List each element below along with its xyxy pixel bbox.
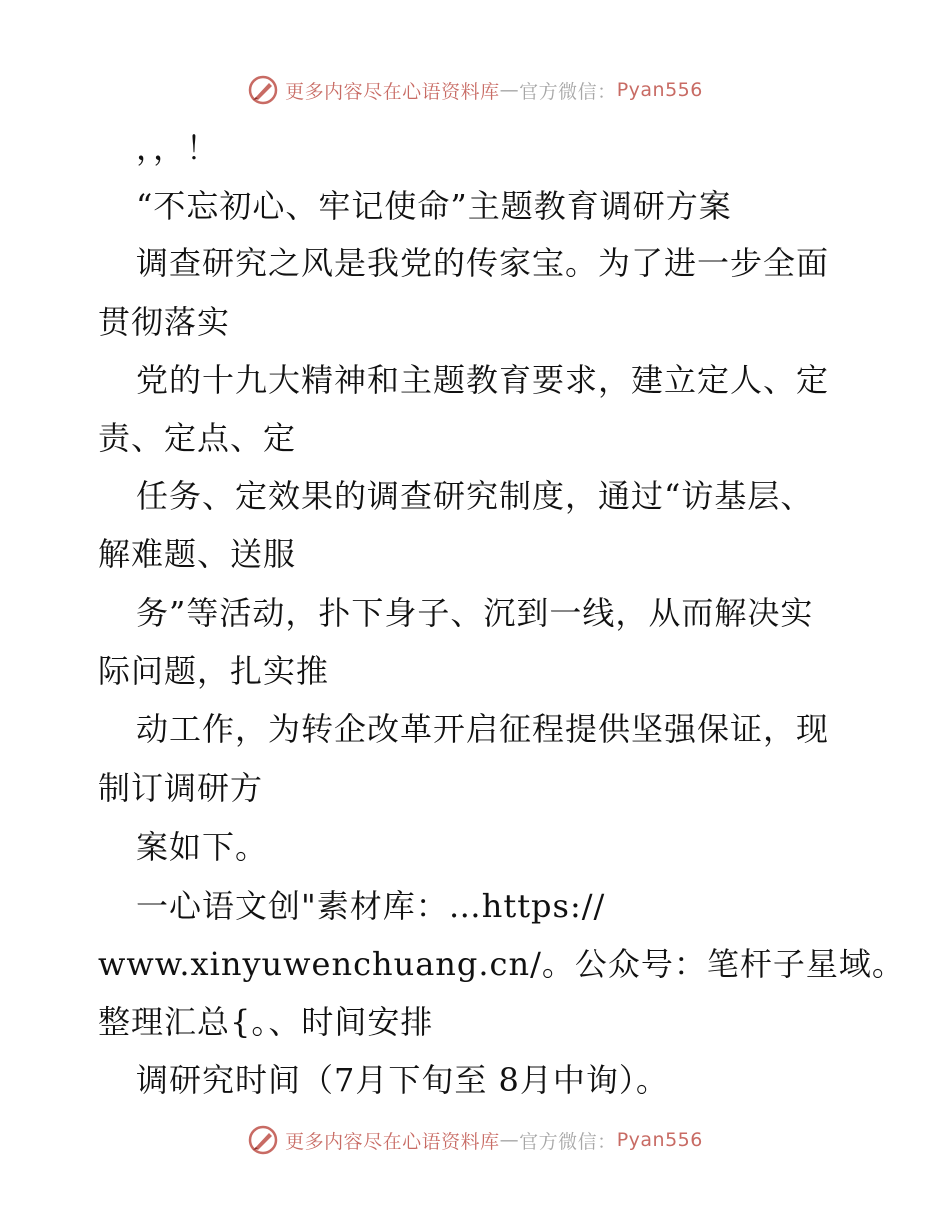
document-title: “不忘初心、牢记使命”主题教育调研方案 (136, 187, 732, 225)
watermark-text: 更多内容尽在心语资料库 (285, 80, 500, 103)
text-line: 案如下。 (136, 828, 269, 866)
watermark-dash: — (499, 1129, 520, 1151)
text-line: 务”等活动，扑下身子、沉到一线，从而解决实 (136, 594, 814, 632)
watermark-suffix: 官方微信： (519, 80, 617, 103)
watermark-text: 更多内容尽在心语资料库 (285, 1130, 500, 1153)
text-line: www.xinyuwenchuang.cn/。公众号：笔杆子星域。 (98, 945, 905, 983)
text-line: 贯彻落实 (98, 303, 231, 341)
text-line: 一心语文创"素材库：…https:// (136, 887, 606, 925)
watermark-id: Pyan556 (616, 1129, 703, 1151)
watermark-dash: — (499, 79, 520, 101)
header-watermark (0, 72, 950, 108)
text-line: 际问题，扎实推 (98, 652, 330, 690)
text-line: 调查研究之风是我党的传家宝。为了进一步全面 (136, 244, 830, 282)
text-line: 动工作，为转企改革开启征程提供坚强保证，现 (136, 710, 830, 748)
text-line: 制订调研方 (98, 769, 264, 807)
text-line: 任务、定效果的调查研究制度，通过“访基层、 (136, 477, 814, 515)
pen-logo-icon (247, 74, 279, 106)
text-line: 解难题、送服 (98, 535, 297, 573)
text-line: ，，！ (136, 129, 220, 167)
watermark-suffix: 官方微信： (519, 1130, 617, 1153)
text-line: 责、定点、定 (98, 419, 297, 457)
footer-watermark (0, 1122, 950, 1158)
pen-logo-icon (247, 1124, 279, 1156)
text-line: 调研究时间（7月下旬至 8月中询）。 (136, 1061, 669, 1099)
text-line: 整理汇总{。、时间安排 (98, 1003, 434, 1041)
watermark-id: Pyan556 (616, 79, 703, 101)
text-line: 党的十九大精神和主题教育要求，建立定人、定 (136, 361, 830, 399)
